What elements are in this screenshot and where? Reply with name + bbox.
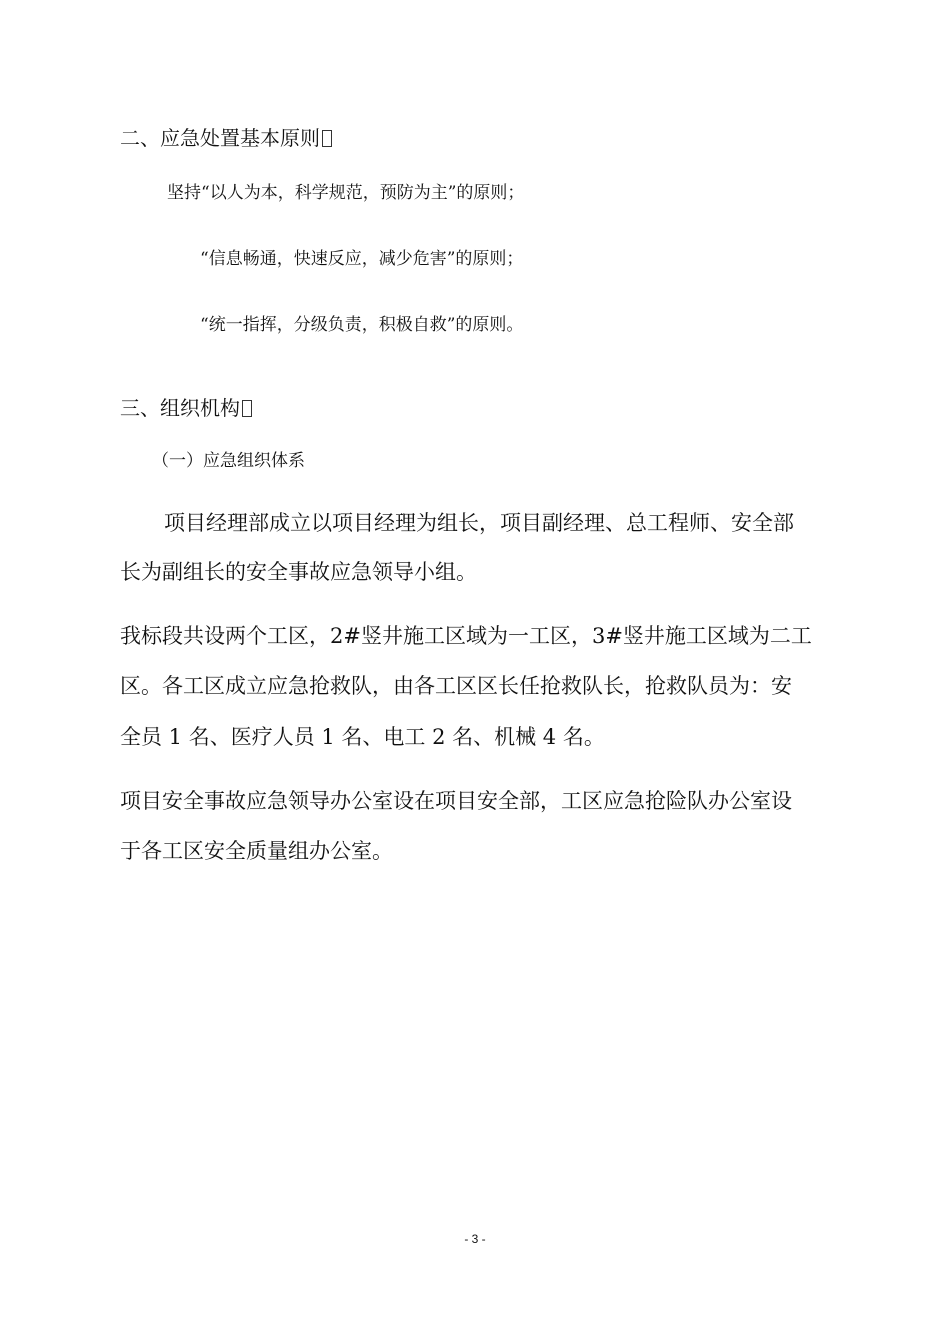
para1-line-1: 项目经理部成立以项目经理为组长，项目副经理、总工程师、安全部 <box>164 511 794 535</box>
missing-glyph-box <box>322 130 332 147</box>
principle-3: “统一指挥，分级负责，积极自救”的原则。 <box>200 315 524 335</box>
section-2-heading: 二、应急处置基本原则 <box>120 122 332 151</box>
para3-line-2: 于各工区安全质量组办公室。 <box>120 839 393 863</box>
section-3-heading: 三、组织机构 <box>120 392 252 421</box>
missing-glyph-box <box>242 400 252 417</box>
principle-1: 坚持“以人为本，科学规范，预防为主”的原则； <box>167 183 525 203</box>
page-number: - 3 - <box>464 1232 486 1246</box>
para2-line-2: 区。各工区成立应急抢救队，由各工区区长任抢救队长，抢救队员为：安 <box>120 674 792 698</box>
para2-line-3: 全员 1 名、医疗人员 1 名、电工 2 名、机械 4 名。 <box>120 725 605 749</box>
subsection-heading: （一）应急组织体系 <box>152 451 305 471</box>
para2-line-1: 我标段共设两个工区，2#竖井施工区域为一工区，3#竖井施工区域为二工 <box>120 624 812 648</box>
para1-line-2: 长为副组长的安全事故应急领导小组。 <box>120 560 477 584</box>
para3-line-1: 项目安全事故应急领导办公室设在项目安全部，工区应急抢险队办公室设 <box>120 789 792 813</box>
principle-2: “信息畅通，快速反应，减少危害”的原则； <box>200 249 524 269</box>
